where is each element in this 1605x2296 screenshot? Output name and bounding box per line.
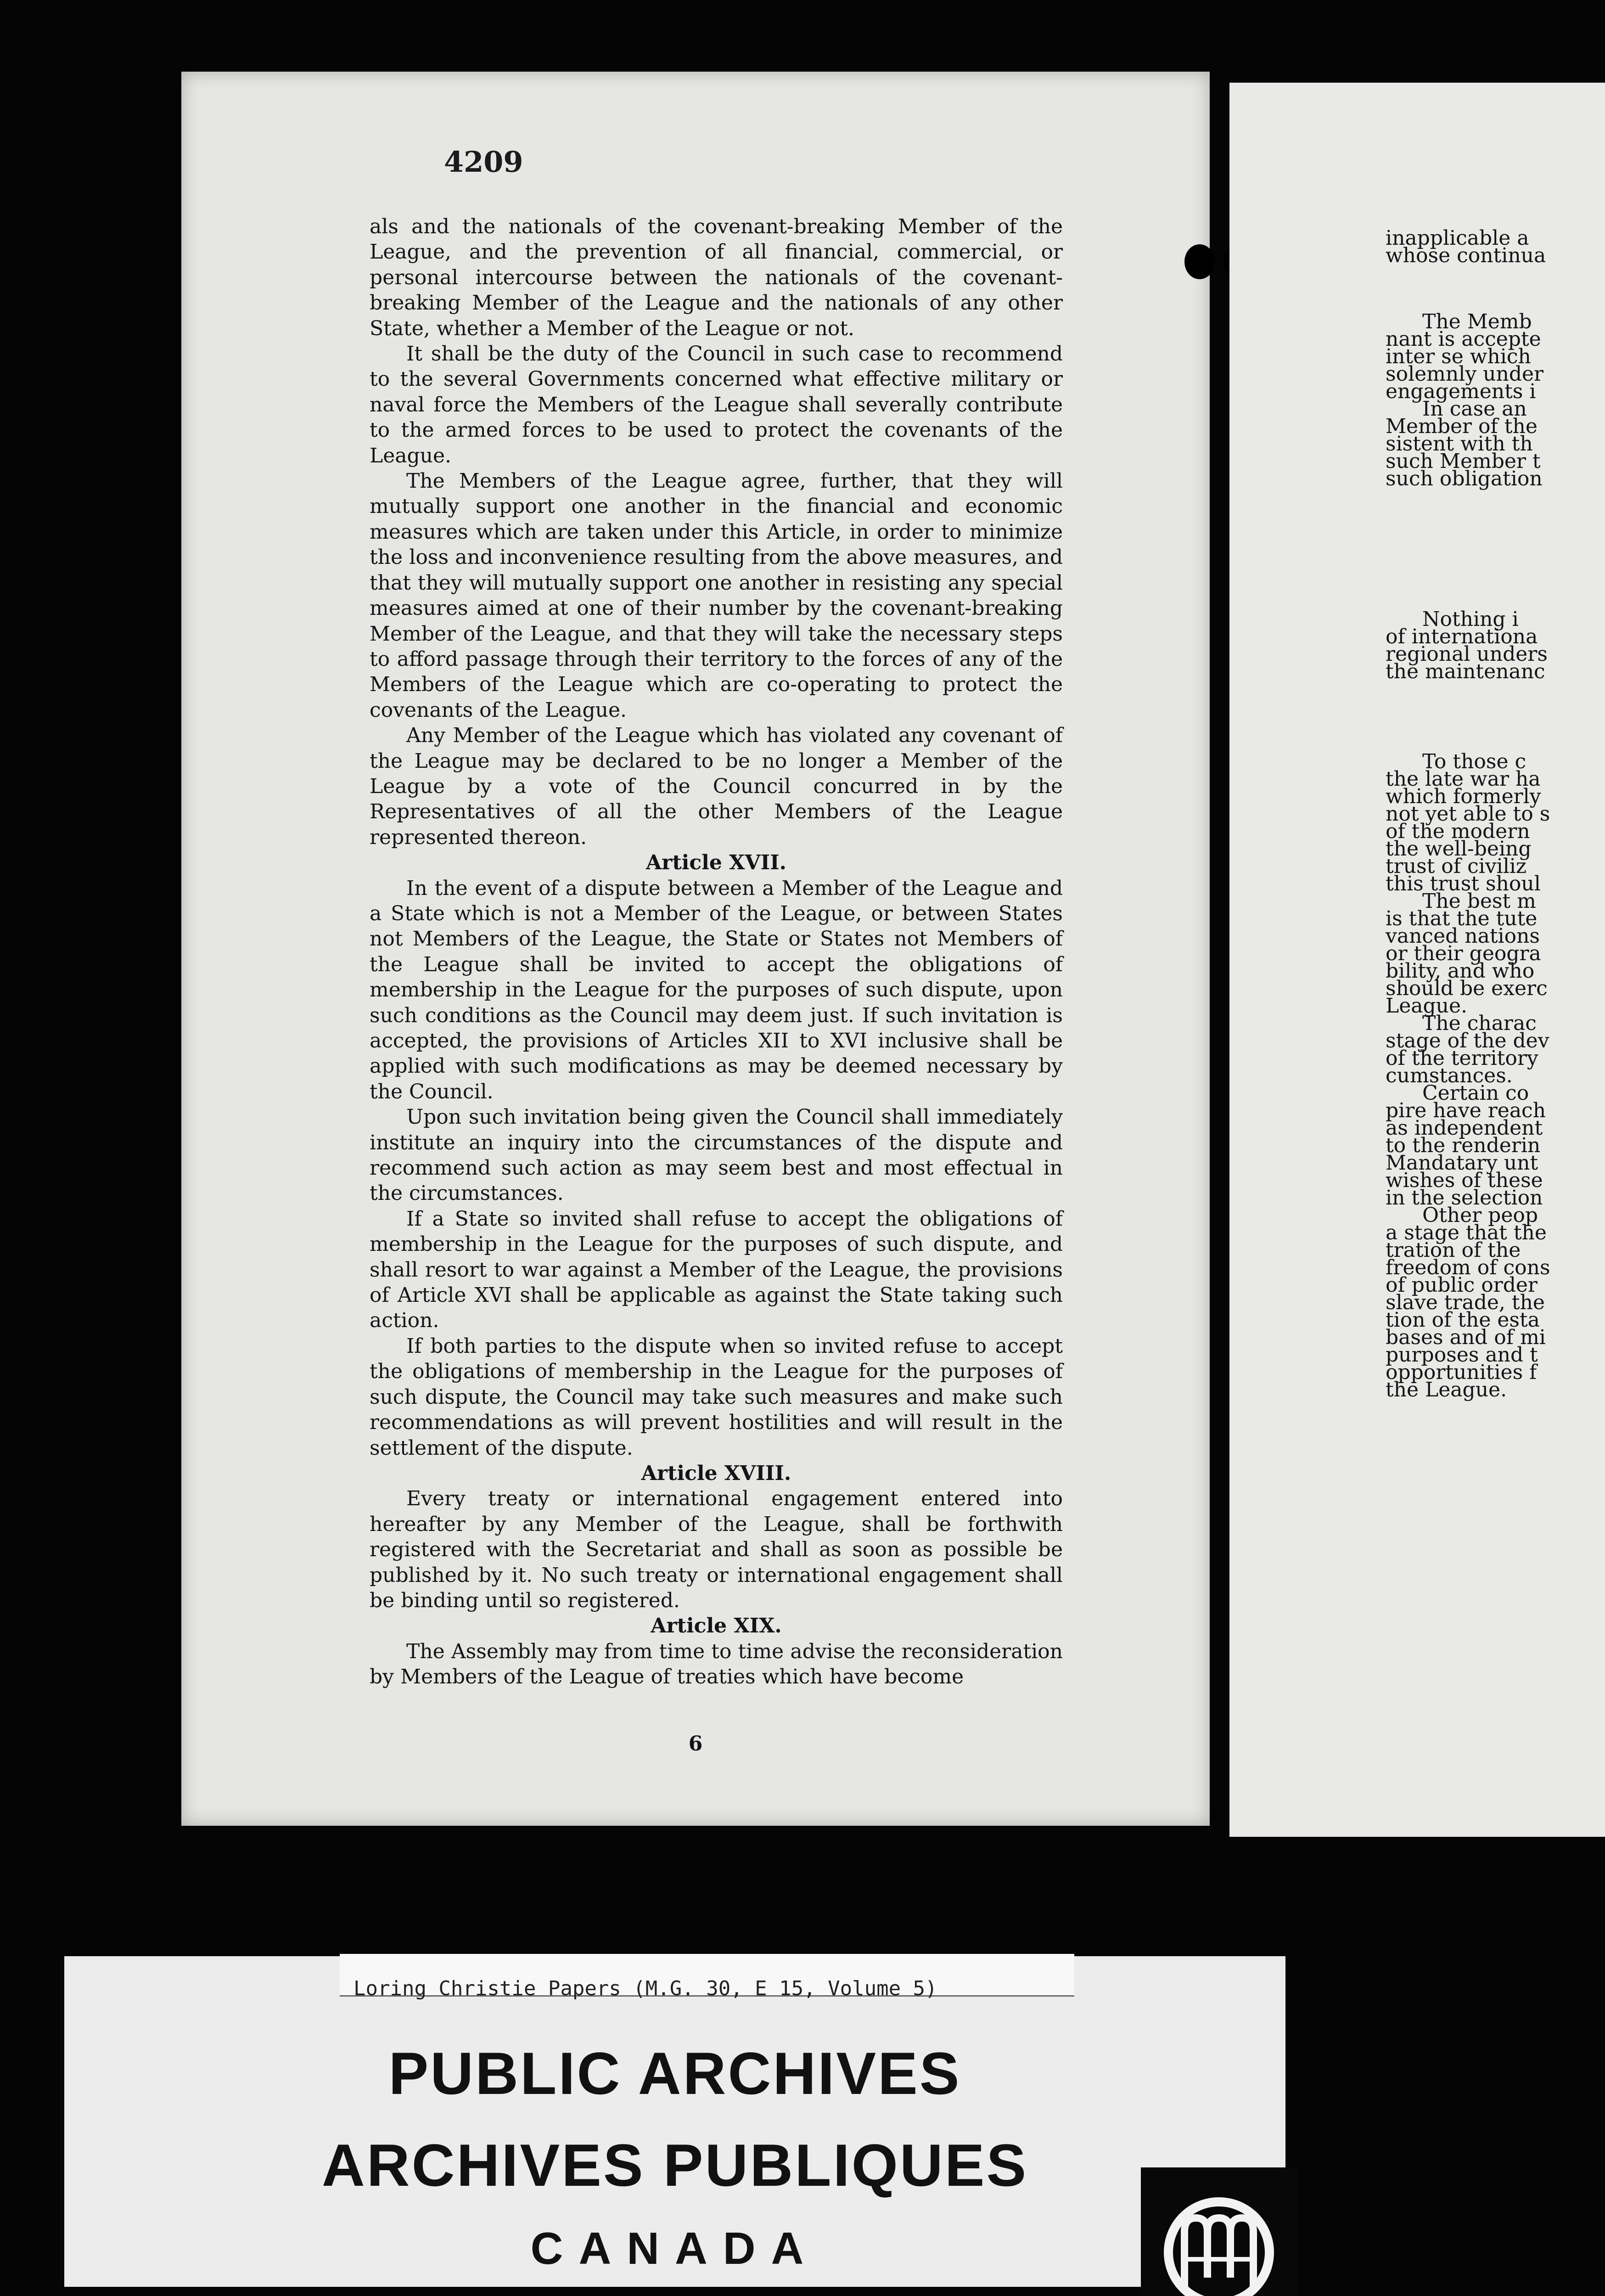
- canada-title: CANADA: [530, 2223, 819, 2273]
- partial-text-line: a stage that the: [1386, 1221, 1547, 1244]
- partial-text-line: purposes and t: [1386, 1343, 1538, 1367]
- partial-text-line: such obligation: [1386, 467, 1543, 490]
- partial-text-line: the late war ha: [1386, 767, 1541, 791]
- partial-text-line: Certain co: [1422, 1081, 1529, 1105]
- paragraph: In the event of a dispute between a Member of the League and a State which is not a Member of the League, or between States not Members of the League, the State or States not Members of the League shall be invited to accept the obligations of membership in the League for the purposes of such dispute, upon such conditions as the Council may deem just. If such invitation is accepted, the provisions of Articles XII to XVI inclusive shall be applied with such modifications as may be deemed necessary by the Council.: [370, 876, 1063, 1103]
- partial-text-line: Nothing i: [1422, 608, 1519, 631]
- partial-text-line: opportunities f: [1386, 1361, 1537, 1384]
- partial-text-line: tration of the: [1386, 1238, 1521, 1262]
- partial-text-line: or their geogra: [1386, 942, 1541, 965]
- partial-text-line: the well-being: [1386, 837, 1532, 861]
- partial-text-line: bility, and who: [1386, 959, 1535, 983]
- partial-text-line: as independent: [1386, 1116, 1543, 1140]
- paragraph: Upon such invitation being given the Council shall immediately institute an inquiry into the circumstances of the dispute and recommend such action as may seem best and most effectual in the circumstances.: [370, 1105, 1063, 1205]
- partial-text-line: To those c: [1422, 750, 1526, 773]
- partial-text-line: this trust shoul: [1386, 872, 1541, 895]
- paragraph: If a State so invited shall refuse to accept the obligations of membership in the League for the purposes of such dispute, and shall resort to war against a Member of the League, the provisions of Article XVI shall be applicable as against the State taking such action.: [370, 1207, 1063, 1333]
- article-heading: Article XIX.: [651, 1614, 782, 1638]
- partial-text-line: such Member t: [1386, 450, 1541, 473]
- partial-text-line: Mandatary unt: [1386, 1151, 1538, 1175]
- partial-text-line: not yet able to s: [1386, 802, 1550, 826]
- article-heading: Article XVII.: [646, 851, 786, 875]
- partial-text-line: to the renderin: [1386, 1134, 1541, 1157]
- partial-text-line: The Memb: [1422, 310, 1532, 333]
- partial-text-line: of internationa: [1386, 625, 1538, 648]
- partial-text-line: tion of the esta: [1386, 1308, 1540, 1332]
- partial-text-line: the League.: [1386, 1378, 1507, 1401]
- partial-text-line: nant is accepte: [1386, 327, 1541, 351]
- partial-text-line: of the modern: [1386, 820, 1530, 843]
- partial-text-line: The charac: [1422, 1012, 1537, 1035]
- partial-text-line: which formerly: [1386, 785, 1541, 808]
- partial-text-line: trust of civiliz: [1386, 855, 1527, 878]
- partial-text-line: Member of the: [1386, 415, 1538, 438]
- partial-text-line: League.: [1386, 994, 1468, 1018]
- public-archives-title: PUBLIC ARCHIVES: [388, 2040, 961, 2107]
- partial-text-line: whose continua: [1386, 244, 1546, 267]
- partial-text-line: inapplicable a: [1386, 226, 1529, 250]
- partial-text-line: freedom of cons: [1386, 1256, 1550, 1279]
- partial-text-line: stage of the dev: [1386, 1029, 1549, 1052]
- binder-hole-left: [1184, 244, 1215, 279]
- archives-publiques-title: ARCHIVES PUBLIQUES: [321, 2132, 1028, 2199]
- article-heading: Article XVIII.: [641, 1461, 791, 1485]
- partial-text-line: wishes of these: [1386, 1169, 1543, 1192]
- left-document-page: [181, 72, 1210, 1826]
- partial-text-line: should be exerc: [1386, 977, 1548, 1000]
- archives-logo-icon: [1141, 2167, 1297, 2296]
- partial-text-line: of public order: [1386, 1273, 1538, 1297]
- partial-text-line: The best m: [1422, 889, 1536, 913]
- page-number: 4209: [444, 145, 523, 179]
- partial-text-line: in the selection: [1386, 1186, 1543, 1210]
- partial-text-line: sistent with th: [1386, 432, 1533, 456]
- paragraph: als and the nationals of the covenant-breaking Member of the League, and the prevention of all financial, commercial, or personal intercourse between the nationals of the covenant-breaking Member of the League and the nationals of any other State, whether a Member of the League or not.: [370, 215, 1063, 340]
- paragraph: The Assembly may from time to time advise the reconsideration by Members of the League of treaties which have become: [370, 1639, 1063, 1689]
- paragraph: If both parties to the dispute when so invited refuse to accept the obligations of membership in the League for the purposes of such dispute, the Council may take such measures and make such recommendations as will prevent hostilities and will result in the settlement of the dispute.: [370, 1334, 1063, 1460]
- partial-text-line: the maintenanc: [1386, 660, 1545, 683]
- partial-text-line: In case an: [1422, 397, 1527, 421]
- partial-text-line: vanced nations: [1386, 924, 1540, 948]
- paragraph: Any Member of the League which has violated any covenant of the League may be declared to be no longer a Member of the League by a vote of the Council concurred in by the Representatives of all the other Members of the League represented thereon.: [370, 724, 1063, 849]
- partial-text-line: pire have reach: [1386, 1099, 1546, 1122]
- article-text: [370, 214, 1063, 1690]
- partial-text-line: Other peop: [1422, 1204, 1538, 1227]
- partial-text-line: of the territory: [1386, 1047, 1538, 1070]
- paragraph: The Members of the League agree, further, that they will mutually support one another in the financial and economic measures which are taken under this Article, in order to minimize the loss and inconvenience resulting from the above measures, and that they will mutually support one another in resisting any special measures aimed at one of their number by the covenant-breaking Member of the League, and that they will take the necessary steps to afford passage through their territory to the forces of any of the Members of the League which are co-operating to protect the covenants of the League.: [370, 469, 1063, 722]
- footer-page-number: 6: [688, 1732, 703, 1756]
- collection-reference: Loring Christie Papers (M.G. 30, E 15, Volume 5): [354, 1977, 937, 2000]
- partial-text-line: bases and of mi: [1386, 1326, 1546, 1349]
- right-document-page: [1229, 83, 1605, 1837]
- partial-text-line: inter se which: [1386, 345, 1531, 368]
- partial-text-line: cumstances.: [1386, 1064, 1513, 1087]
- partial-text-line: solemnly under: [1386, 362, 1544, 386]
- partial-text-line: is that the tute: [1386, 907, 1538, 930]
- partial-text-line: engagements i: [1386, 380, 1536, 403]
- partial-text-line: regional unders: [1386, 642, 1548, 666]
- partial-text-line: slave trade, the: [1386, 1291, 1545, 1314]
- paragraph: Every treaty or international engagement entered into hereafter by any Member of the League, shall be forthwith registered with the Secretariat and shall as soon as possible be published by it. No such treaty or international engagement shall be binding until so registered.: [370, 1487, 1063, 1612]
- paragraph: It shall be the duty of the Council in such case to recommend to the several Governments concerned what effective military or naval force the Members of the League shall severally contribute to the armed forces to be used to protect the covenants of the League.: [370, 342, 1063, 467]
